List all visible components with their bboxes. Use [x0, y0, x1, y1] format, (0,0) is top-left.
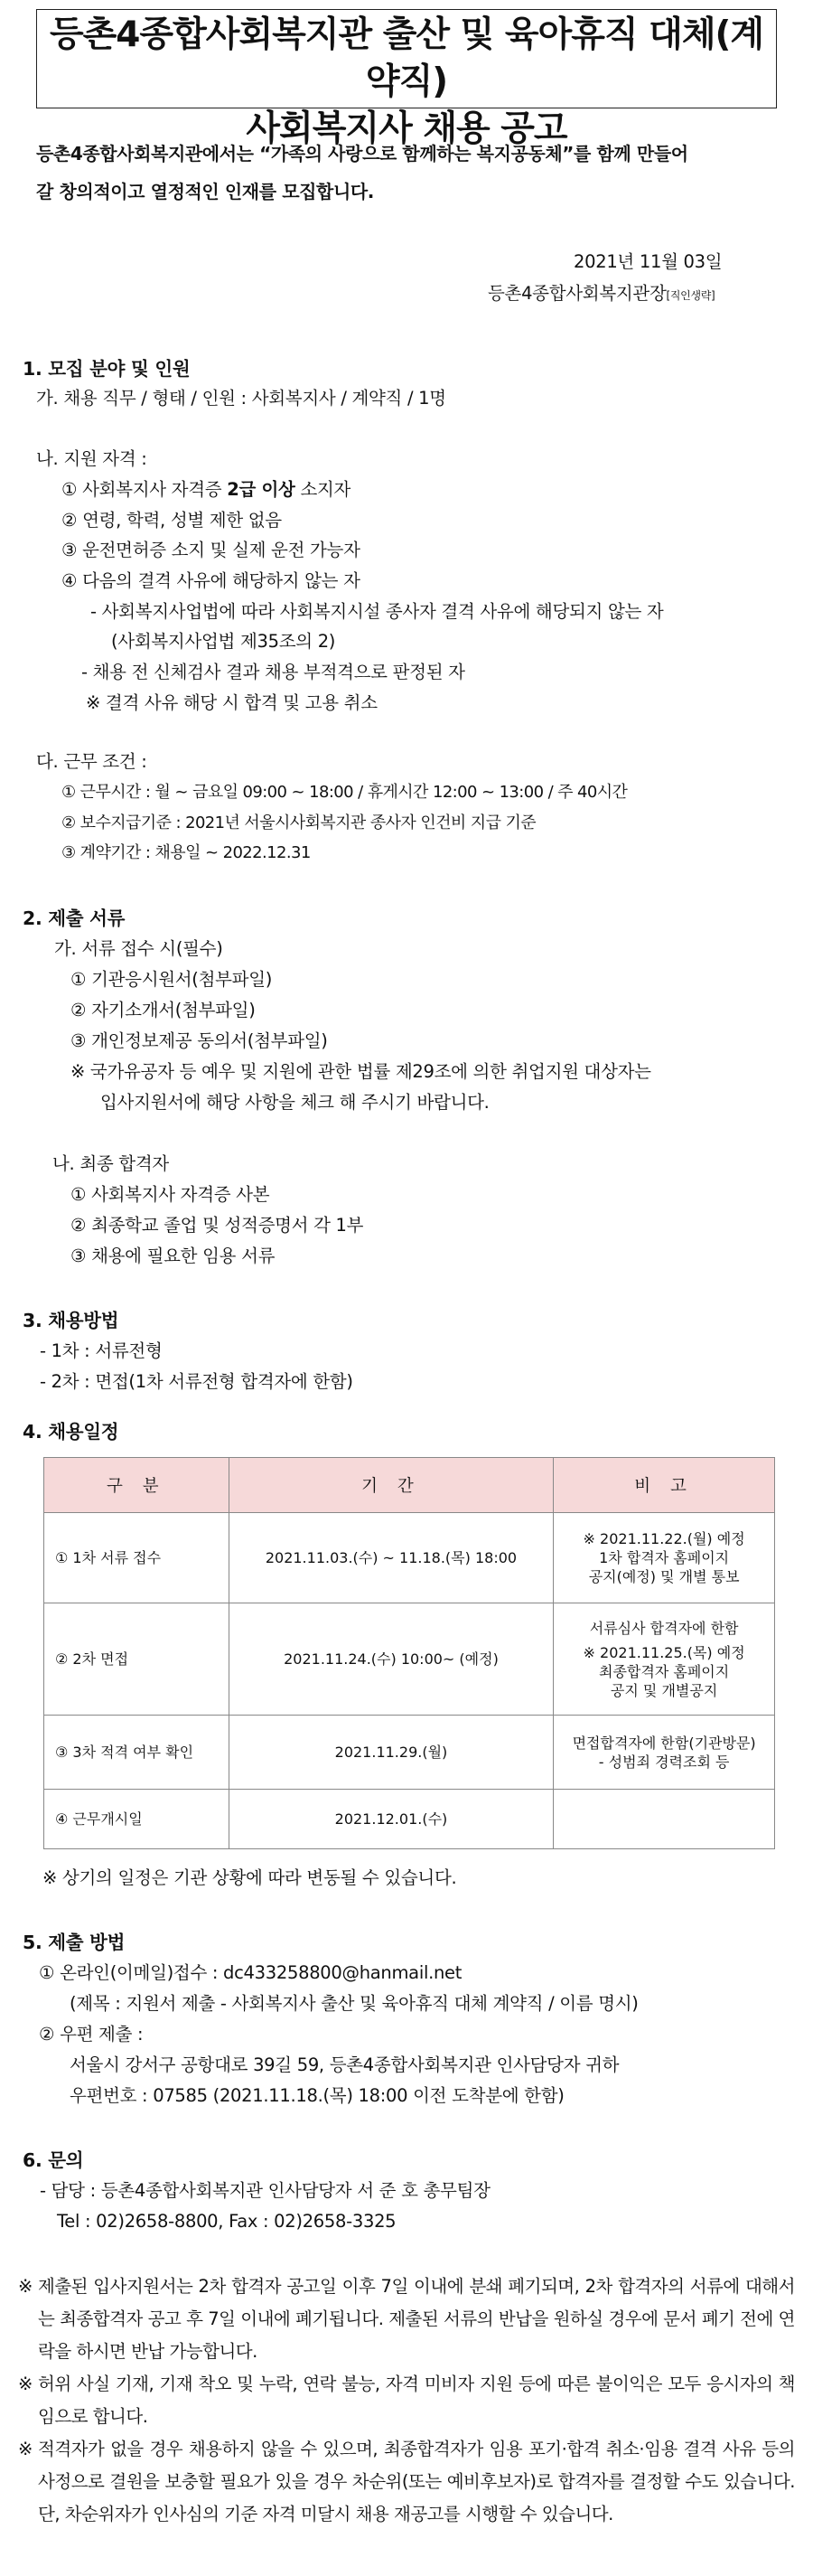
- s1-item-ga: 가. 채용 직무 / 형태 / 인원 : 사회복지사 / 계약직 / 1명: [36, 388, 446, 409]
- s6-phone-fax: Tel : 02)2658-8800, Fax : 02)2658-3325: [57, 2211, 397, 2232]
- note-line: - 성범죄 경력조회 등: [598, 1753, 730, 1771]
- row-period: 2021.11.03.(수) ~ 11.18.(목) 18:00: [229, 1513, 554, 1603]
- row-note: [554, 1513, 775, 1603]
- notice-date: 2021년 11월 03일: [574, 251, 723, 272]
- s1-qual-1-post: 소지자: [294, 479, 351, 500]
- s5-postcode: 우편번호 : 07585 (2021.11.18.(목) 18:00 이전 도착분에 한함): [70, 2085, 565, 2106]
- note-mark: ※: [18, 2439, 33, 2459]
- table-row: [44, 1513, 775, 1603]
- s5-address: 서울시 강서구 공항대로 39길 59, 등촌4종합사회복지관 인사담당자 귀하: [70, 2054, 620, 2075]
- s2-doc-3: ③ 개인정보제공 동의서(첨부파일): [70, 1030, 328, 1051]
- s6-contact-person: - 담당 : 등촌4종합사회복지관 인사담당자 서 준 호 총무팀장: [40, 2180, 491, 2201]
- s1-qual-1-bold: 2급 이상: [227, 479, 295, 500]
- table-row: [44, 1716, 775, 1790]
- note-1: 제출된 입사지원서는 2차 합격자 공고일 이후 7일 이내에 분쇄 폐기되며, 2차 합격자의 서류에 대해서는 최종합격자 공고 후 7일 이내에 폐기됩니다. 제출된 서류의 반납을 원하실 경우에 문서 폐기 전에 연락을 하시면 반납 가능합니다.: [38, 2276, 795, 2362]
- row-step: ④ 근무개시일: [44, 1790, 229, 1849]
- note-line: 공지(예정) 및 개별 통보: [588, 1568, 740, 1585]
- note-line: ※ 2021.11.25.(목) 예정: [583, 1643, 745, 1661]
- s2-final-3: ③ 채용에 필요한 임용 서류: [70, 1246, 276, 1266]
- s1-qual-4c: ※ 결격 사유 해당 시 합격 및 고용 취소: [86, 692, 378, 713]
- row-step: ③ 3차 적격 여부 확인: [44, 1716, 229, 1790]
- seal-omitted: [직인생략]: [666, 289, 715, 302]
- s1-qual-1: [61, 476, 350, 503]
- section-6-heading: 6. 문의: [23, 2149, 84, 2171]
- s2-final-2: ② 최종학교 졸업 및 성적증명서 각 1부: [70, 1215, 364, 1236]
- s2-item-ga: 가. 서류 접수 시(필수): [54, 938, 223, 959]
- note-3: 적격자가 없을 경우 채용하지 않을 수 있으며, 최종합격자가 임용 포기·합격 취소·임용 결격 사유 등의 사정으로 결원을 보충할 필요가 있을 경우 차순위(또는 예비후보자)로 합격자를 결정할 수도 있습니다. 단, 차순위자가 인사심의 기준 자격 미달시 채용 재공고를 시행할 수 있습니다.: [38, 2439, 795, 2524]
- note-mark: ※: [18, 2374, 33, 2394]
- header-note: 비 고: [554, 1458, 775, 1513]
- table-row: [44, 1603, 775, 1716]
- s2-doc-1: ① 기관응시원서(첨부파일): [70, 969, 273, 990]
- page-title: 등촌4종합사회복지관 출산 및 육아휴직 대체(계약직): [49, 14, 764, 102]
- signer-name: 등촌4종합사회복지관장: [488, 283, 667, 304]
- note-line: ※ 2021.11.22.(월) 예정: [583, 1530, 745, 1547]
- note-line: 서류심사 합격자에 한함: [589, 1619, 739, 1637]
- row-step: ② 2차 면접: [44, 1603, 229, 1716]
- s1-cond-1: ① 근무시간 : 월 ~ 금요일 09:00 ~ 18:00 / 휴게시간 12:00 ~ 13:00 / 주 40시간: [61, 783, 628, 802]
- row-note: [554, 1603, 775, 1716]
- s1-item-da: 다. 근무 조건 :: [36, 751, 147, 772]
- s1-qual-2: ② 연령, 학력, 성별 제한 없음: [61, 510, 282, 531]
- s1-qual-4a: - 사회복지사업법에 따라 사회복지시설 종사자 결격 사유에 해당되지 않는 자: [90, 601, 664, 622]
- section-4-heading: 4. 채용일정: [23, 1421, 119, 1443]
- row-step: ① 1차 서류 접수: [44, 1513, 229, 1603]
- row-note: [554, 1790, 775, 1849]
- s1-qual-4b: - 채용 전 신체검사 결과 채용 부적격으로 판정된 자: [81, 662, 465, 682]
- s3-step-1: - 1차 : 서류전형: [40, 1340, 163, 1361]
- s5-online: ① 온라인(이메일)접수 : dc433258800@hanmail.net: [39, 1962, 463, 1983]
- s1-qual-4a-ref: (사회복지사업법 제35조의 2): [111, 631, 336, 652]
- section-3-heading: 3. 채용방법: [23, 1310, 119, 1331]
- row-period: 2021.11.24.(수) 10:00~ (예정): [229, 1603, 554, 1716]
- schedule-footnote: ※ 상기의 일정은 기관 상황에 따라 변동될 수 있습니다.: [42, 1867, 457, 1888]
- s2-item-na: 나. 최종 합격자: [52, 1153, 169, 1174]
- s1-qual-4: ④ 다음의 결격 사유에 해당하지 않는 자: [61, 570, 360, 591]
- s2-doc-note-1: ※ 국가유공자 등 예우 및 지원에 관한 법률 제29조에 의한 취업지원 대상자는: [70, 1061, 651, 1082]
- intro-line-2: 갈 창의적이고 열정적인 인재를 모집합니다.: [36, 181, 375, 202]
- header-step: 구 분: [44, 1458, 229, 1513]
- note-line: 최종합격자 홈페이지: [599, 1662, 730, 1680]
- section-2-heading: 2. 제출 서류: [23, 907, 126, 929]
- s3-step-2: - 2차 : 면접(1차 서류전형 합격자에 한함): [40, 1371, 353, 1392]
- note-line: 면접합격자에 한함(기관방문): [572, 1734, 756, 1752]
- s1-qual-1-pre: ① 사회복지사 자격증: [61, 479, 228, 500]
- s1-cond-3: ③ 계약기간 : 채용일 ~ 2022.12.31: [61, 843, 311, 862]
- note-mark: ※: [18, 2276, 33, 2297]
- s1-qual-3: ③ 운전면허증 소지 및 실제 운전 가능자: [61, 540, 360, 560]
- s1-cond-2: ② 보수지급기준 : 2021년 서울시사회복지관 종사자 인건비 지급 기준: [61, 813, 537, 832]
- row-period: 2021.11.29.(월): [229, 1716, 554, 1790]
- signer: [488, 280, 715, 309]
- title-box: [36, 9, 777, 149]
- header-period: 기 간: [229, 1458, 554, 1513]
- page-subtitle: 사회복지사 채용 공고: [246, 108, 567, 149]
- row-note: [554, 1716, 775, 1790]
- section-5-heading: 5. 제출 방법: [23, 1932, 126, 1953]
- schedule-table: [43, 1457, 775, 1849]
- note-2: 허위 사실 기재, 기재 착오 및 누락, 연락 불능, 자격 미비자 지원 등에 따른 불이익은 모두 응시자의 책임으로 합니다.: [38, 2374, 795, 2427]
- s2-doc-2: ② 자기소개서(첨부파일): [70, 1000, 256, 1020]
- s5-online-subject: (제목 : 지원서 제출 - 사회복지사 출산 및 육아휴직 대체 계약직 / 이름 명시): [70, 1993, 639, 2014]
- s5-mail: ② 우편 제출 :: [39, 2024, 144, 2045]
- note-line: 공지 및 개별공지: [610, 1681, 718, 1699]
- intro-line-1: 등촌4종합사회복지관에서는 “가족의 사랑으로 함께하는 복지공동체”를 함께 만들어: [36, 143, 688, 165]
- s2-final-1: ① 사회복지사 자격증 사본: [70, 1184, 270, 1205]
- section-1-heading: 1. 모집 분야 및 인원: [23, 358, 191, 380]
- note-line: 1차 합격자 홈페이지: [599, 1549, 730, 1566]
- schedule-header-row: [44, 1458, 775, 1513]
- row-period: 2021.12.01.(수): [229, 1790, 554, 1849]
- s1-item-na: 나. 지원 자격 :: [36, 448, 147, 469]
- s2-doc-note-2: 입사지원서에 해당 사항을 체크 해 주시기 바랍니다.: [100, 1092, 490, 1113]
- table-row: [44, 1790, 775, 1849]
